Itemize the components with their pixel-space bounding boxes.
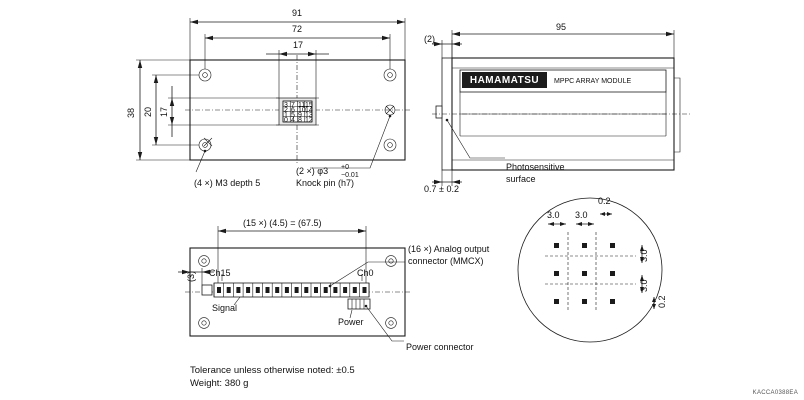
callout-photosensitive-1: Photosensitive bbox=[506, 162, 565, 172]
label-power: Power bbox=[338, 317, 364, 327]
model-label: MPPC ARRAY MODULE bbox=[554, 78, 632, 85]
dim-overall-width: 91 bbox=[292, 8, 303, 18]
array-cell: 7 bbox=[291, 102, 295, 109]
dim-front-depth: (2) bbox=[424, 34, 435, 44]
detail-dim-gap-right: 0.2 bbox=[657, 295, 667, 308]
array-cell: 9 bbox=[298, 112, 302, 119]
array-cell: 1 bbox=[284, 112, 288, 119]
dim-mount-height: 20 bbox=[143, 106, 153, 117]
dim-inner-width: 17 bbox=[293, 40, 304, 50]
array-cell: 15 bbox=[305, 102, 313, 109]
array-cell: 2 bbox=[284, 107, 288, 114]
bottom-view-geometry bbox=[178, 226, 410, 341]
callout-knock-pin-dia: (2 ×) φ3 bbox=[296, 166, 329, 176]
hamamatsu-logo: HAMAMATSU bbox=[462, 72, 547, 88]
detail-dim-pitch-a: 3.0 bbox=[547, 210, 560, 220]
detail-dim-pitch-right-a: 3.0 bbox=[639, 249, 649, 262]
array-cell: 3 bbox=[284, 102, 288, 109]
array-cell: 10 bbox=[298, 107, 306, 114]
dim-photosensitive-offset: 0.7 ± 0.2 bbox=[424, 184, 459, 194]
array-cell: 5 bbox=[291, 112, 295, 119]
callout-m3-screws: (4 ×) M3 depth 5 bbox=[194, 178, 261, 188]
note-weight: Weight: 380 g bbox=[190, 378, 249, 389]
callout-power-connector: Power connector bbox=[406, 342, 474, 352]
dim-inner-height: 17 bbox=[159, 106, 169, 117]
callout-knock-pin-tol-lower: −0.01 bbox=[341, 172, 359, 179]
array-cell: 4 bbox=[291, 117, 295, 124]
callout-photosensitive-2: surface bbox=[506, 174, 536, 184]
callout-analog-connector-2: connector (MMCX) bbox=[408, 256, 484, 266]
label-ch15: Ch15 bbox=[209, 268, 231, 278]
dim-mount-width: 72 bbox=[292, 24, 303, 34]
top-view-geometry bbox=[136, 18, 410, 172]
callout-knock-pin: Knock pin (h7) bbox=[296, 178, 355, 188]
note-tolerance: Tolerance unless otherwise noted: ±0.5 bbox=[190, 365, 355, 376]
array-cell: 13 bbox=[305, 112, 313, 119]
detail-dim-gap-top: 0.2 bbox=[598, 196, 611, 206]
dim-pitch-chain: (15 ×) (4.5) = (67.5) bbox=[243, 218, 322, 228]
array-cell: 8 bbox=[298, 117, 302, 124]
array-cell: 12 bbox=[305, 117, 313, 124]
drawing-code: KACCA0388EA bbox=[752, 390, 798, 396]
dim-overall-height: 38 bbox=[126, 107, 136, 118]
array-cell: 11 bbox=[298, 102, 306, 109]
dim-edge-offset: (3) bbox=[186, 271, 196, 282]
array-cell: 0 bbox=[284, 117, 288, 124]
callout-analog-connector-1: (16 ×) Analog output bbox=[408, 244, 490, 254]
label-ch0: Ch0 bbox=[357, 268, 374, 278]
dim-length: 95 bbox=[556, 22, 567, 32]
detail-dim-pitch-b: 3.0 bbox=[575, 210, 588, 220]
array-cell: 6 bbox=[291, 107, 295, 114]
detail-view-geometry bbox=[518, 198, 662, 342]
detail-dim-pitch-right-b: 3.0 bbox=[639, 279, 649, 292]
label-signal: Signal bbox=[212, 303, 238, 313]
array-cell: 14 bbox=[305, 107, 313, 114]
callout-knock-pin-tol-upper: +0 bbox=[341, 164, 349, 171]
